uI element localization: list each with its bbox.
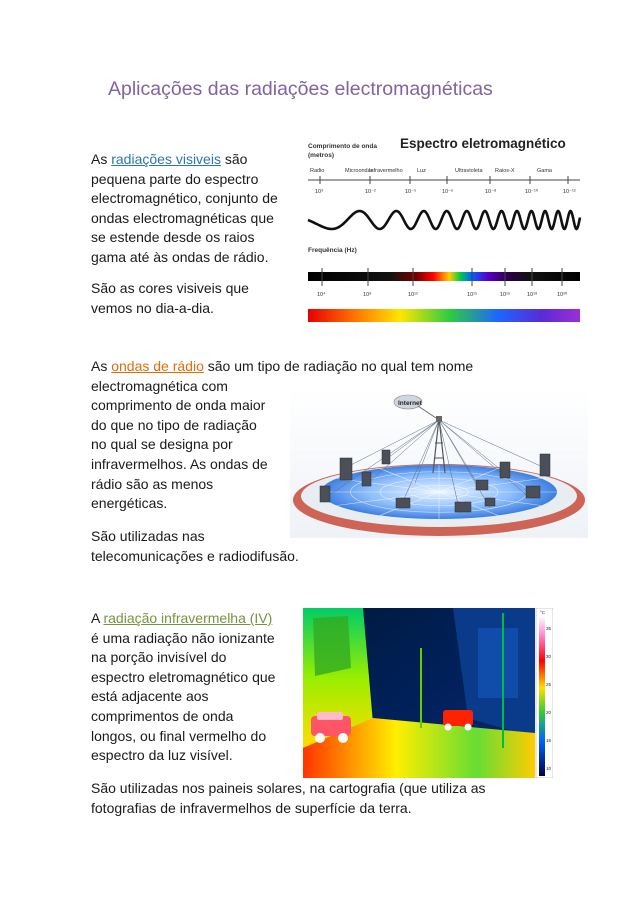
radio-paragraph-2 xyxy=(91,527,299,566)
building xyxy=(500,462,510,478)
band-label: Microondas xyxy=(345,168,374,174)
visible-paragraph-2 xyxy=(91,279,249,318)
wavelength-tick-label: 10³ xyxy=(315,189,323,195)
wave-curve xyxy=(308,211,580,229)
frequency-tick-label: 10⁸ xyxy=(363,292,372,298)
spectrum-title: Espectro eletromagnético xyxy=(400,136,566,151)
intro-text: A xyxy=(91,610,104,626)
text-line: energéticas. xyxy=(91,495,168,512)
text-line: comprimentos de onda xyxy=(91,707,234,724)
scale-unit: °C xyxy=(540,610,546,615)
text-line: gama até às ondas de rádio. xyxy=(91,248,269,265)
visible-radiation-link[interactable]: radiações visiveis xyxy=(111,151,221,167)
frequency-tick-label: 10¹⁵ xyxy=(467,292,478,298)
visible-intro-line xyxy=(91,150,278,170)
svg-text:Internet: Internet xyxy=(398,400,422,407)
frequency-tick-label: 10¹⁶ xyxy=(500,292,511,298)
text-line: São as cores visiveis que xyxy=(91,280,249,296)
scale-tick-label: 10 xyxy=(546,766,552,771)
text-line: do que no tipo de radiação xyxy=(91,416,257,433)
intro-text: As xyxy=(91,358,112,374)
wavelength-unit: (metros) xyxy=(308,152,335,159)
text-line: espectro da luz visível. xyxy=(91,747,233,764)
frequency-tick-label: 10²⁰ xyxy=(557,292,568,298)
text-line: São utilizadas nas xyxy=(91,528,205,544)
text-line: electromagnética com xyxy=(91,377,228,394)
wavelength-tick-label: 10⁻⁶ xyxy=(442,189,454,195)
text-line: telecomunicações e radiodifusão. xyxy=(91,547,299,564)
radio-network-figure xyxy=(290,388,588,538)
band-label: Ultravioleta xyxy=(455,168,483,174)
wavelength-tick-label: 10⁻⁵ xyxy=(405,189,417,195)
building xyxy=(320,486,330,502)
intro-text: As xyxy=(91,151,112,167)
ir-paragraph xyxy=(91,609,275,766)
spectrum-figure xyxy=(305,130,585,325)
band-label: Luz xyxy=(417,168,426,174)
page-title: Aplicações das radiações electromagnéticas xyxy=(108,78,493,100)
building xyxy=(540,454,550,476)
band-label: Radio xyxy=(310,168,325,174)
band-label: Raios-X xyxy=(495,168,515,174)
scale-tick-label: 20 xyxy=(546,710,552,715)
ir-paragraph-2 xyxy=(91,779,486,818)
building xyxy=(340,458,352,480)
wavelength-tick-label: 10⁻¹² xyxy=(563,189,576,195)
wavelength-tick-label: 10⁻² xyxy=(365,189,376,195)
text-line: comprimento de onda maior xyxy=(91,397,266,414)
building xyxy=(485,498,495,506)
wavelength-label: Comprimento de onda xyxy=(308,143,377,150)
scale-tick-label: 30 xyxy=(546,654,552,659)
intro-text-after: são um tipo de radiação no qual tem nome xyxy=(203,358,474,374)
spectrum-bar xyxy=(308,272,580,281)
building xyxy=(526,486,540,498)
text-line: na porção invisível do xyxy=(91,649,227,666)
radio-waves-link[interactable]: ondas de rádio xyxy=(111,358,204,374)
frequency-tick-label: 10¹⁸ xyxy=(527,292,538,298)
visible-paragraph xyxy=(91,150,278,268)
band-label: Infravermelho xyxy=(369,168,403,174)
building xyxy=(455,502,471,512)
intro-text-after: são xyxy=(220,151,248,167)
radio-intro-line xyxy=(91,357,473,377)
text-line: espectro eletromagnético que xyxy=(91,668,276,685)
temperature-gradient xyxy=(539,616,545,776)
text-line: São utilizadas nos paineis solares, na cartografia (que utiliza as xyxy=(91,780,486,796)
text-line: electromagnético, conjunto de xyxy=(91,190,278,207)
text-line: fotografias de infravermelhos de superfície da terra. xyxy=(91,799,412,816)
text-line: longos, ou final vermelho do xyxy=(91,727,267,744)
text-line: se estende desde os raios xyxy=(91,229,255,246)
infrared-link[interactable]: radiação infravermelha (IV) xyxy=(103,610,273,626)
scale-tick-label: 25 xyxy=(546,682,552,687)
text-line: ondas electromagnéticas que xyxy=(91,209,274,226)
text-line: vemos no dia-a-dia. xyxy=(91,299,214,316)
building xyxy=(476,480,488,490)
scale-tick-label: 35 xyxy=(546,626,552,631)
frequency-label: Frequência (Hz) xyxy=(308,247,357,254)
frequency-tick-label: 10⁴ xyxy=(317,292,326,298)
text-line: pequena parte do espectro xyxy=(91,170,259,187)
ir-intro-line xyxy=(91,609,275,629)
band-label: Gama xyxy=(537,168,552,174)
text-line: infravermelhos. As ondas de xyxy=(91,455,268,472)
visible-light-bar xyxy=(308,309,580,322)
text-line: rádio são as menos xyxy=(91,475,214,492)
thermal-image-figure xyxy=(303,608,553,778)
wavelength-tick-label: 10⁻⁸ xyxy=(485,189,497,195)
building xyxy=(382,450,390,464)
text-line: é uma radiação não ionizante xyxy=(91,629,275,646)
frequency-tick-label: 10¹² xyxy=(408,292,418,298)
text-line: está adjacente aos xyxy=(91,688,209,705)
text-line: no qual se designa por xyxy=(91,436,233,453)
building xyxy=(396,498,410,508)
wavelength-tick-label: 10⁻¹⁰ xyxy=(525,189,539,195)
building xyxy=(362,472,371,486)
scale-tick-label: 15 xyxy=(546,738,552,743)
